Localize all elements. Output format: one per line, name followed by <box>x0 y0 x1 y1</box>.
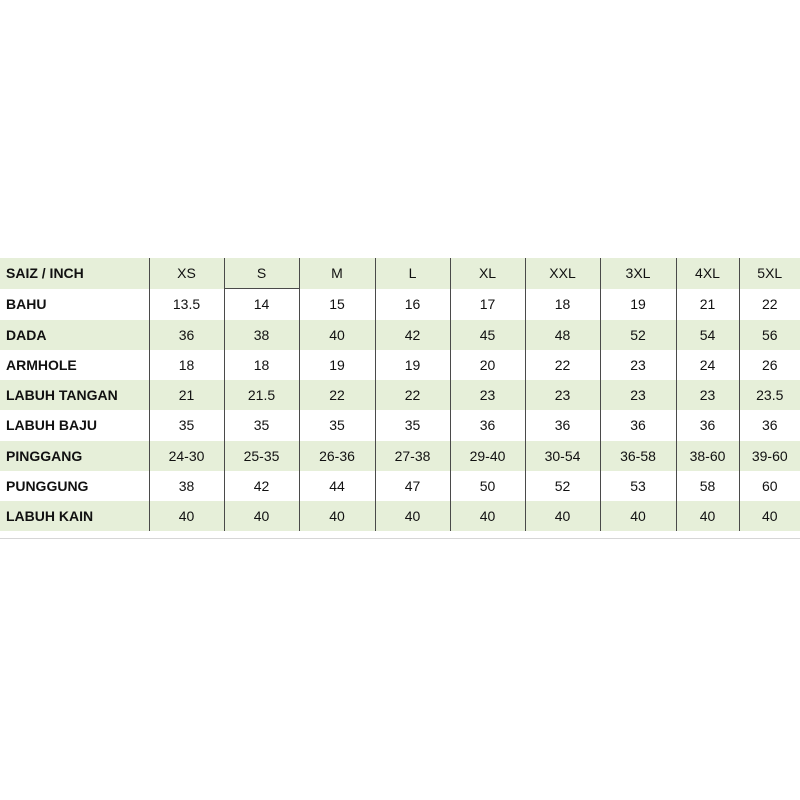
row-label: BAHU <box>0 289 149 320</box>
table-cell: 29-40 <box>450 441 525 471</box>
table-cell: 40 <box>224 501 299 531</box>
table-cell: 21 <box>676 289 739 320</box>
size-header: 4XL <box>676 258 739 289</box>
table-cell: 22 <box>375 380 450 410</box>
table-cell: 45 <box>450 320 525 350</box>
table-cell: 19 <box>299 350 375 380</box>
table-cell: 40 <box>299 320 375 350</box>
table-cell: 35 <box>375 410 450 440</box>
table-row <box>0 350 800 380</box>
table-cell: 19 <box>600 289 676 320</box>
table-cell: 40 <box>600 501 676 531</box>
table-cell: 18 <box>149 350 224 380</box>
table-cell: 35 <box>299 410 375 440</box>
table-cell: 25-35 <box>224 441 299 471</box>
table-cell: 23.5 <box>739 380 800 410</box>
table-cell: 22 <box>739 289 800 320</box>
table-cell: 35 <box>149 410 224 440</box>
table-cell: 36-58 <box>600 441 676 471</box>
table-cell: 17 <box>450 289 525 320</box>
table-cell: 50 <box>450 471 525 501</box>
table-cell: 21.5 <box>224 380 299 410</box>
table-cell: 24-30 <box>149 441 224 471</box>
table-cell: 36 <box>676 410 739 440</box>
size-header: XL <box>450 258 525 289</box>
table-cell: 40 <box>299 501 375 531</box>
table-cell: 36 <box>525 410 600 440</box>
table-cell: 36 <box>149 320 224 350</box>
table-cell: 40 <box>375 501 450 531</box>
table-cell: 40 <box>525 501 600 531</box>
header-label: SAIZ / INCH <box>0 258 149 289</box>
table-cell: 36 <box>600 410 676 440</box>
size-header: 3XL <box>600 258 676 289</box>
table-cell: 23 <box>600 380 676 410</box>
table-cell: 36 <box>739 410 800 440</box>
header-row <box>0 258 800 289</box>
row-label: LABUH KAIN <box>0 501 149 531</box>
table-row <box>0 380 800 410</box>
table-cell: 23 <box>600 350 676 380</box>
table-cell: 39-60 <box>739 441 800 471</box>
size-header: S <box>224 258 299 289</box>
bottom-divider <box>0 538 800 539</box>
table-row <box>0 320 800 350</box>
size-header: L <box>375 258 450 289</box>
row-label: LABUH BAJU <box>0 410 149 440</box>
size-header: 5XL <box>739 258 800 289</box>
table-cell: 14 <box>224 289 299 320</box>
table-cell: 23 <box>450 380 525 410</box>
table-cell: 27-38 <box>375 441 450 471</box>
table-cell: 23 <box>525 380 600 410</box>
row-label: PUNGGUNG <box>0 471 149 501</box>
table-cell: 23 <box>676 380 739 410</box>
table-cell: 16 <box>375 289 450 320</box>
size-header: M <box>299 258 375 289</box>
table-cell: 35 <box>224 410 299 440</box>
size-chart-table <box>0 258 800 531</box>
table-cell: 19 <box>375 350 450 380</box>
table-cell: 42 <box>224 471 299 501</box>
table-cell: 48 <box>525 320 600 350</box>
table-cell: 40 <box>149 501 224 531</box>
table-cell: 56 <box>739 320 800 350</box>
table-cell: 26-36 <box>299 441 375 471</box>
table-cell: 18 <box>525 289 600 320</box>
table-cell: 36 <box>450 410 525 440</box>
table-cell: 38-60 <box>676 441 739 471</box>
table-cell: 22 <box>525 350 600 380</box>
table-cell: 38 <box>149 471 224 501</box>
table-cell: 58 <box>676 471 739 501</box>
table-cell: 40 <box>676 501 739 531</box>
table-cell: 52 <box>600 320 676 350</box>
table-cell: 44 <box>299 471 375 501</box>
size-header: XS <box>149 258 224 289</box>
row-label: PINGGANG <box>0 441 149 471</box>
row-label: DADA <box>0 320 149 350</box>
table-cell: 24 <box>676 350 739 380</box>
row-label: ARMHOLE <box>0 350 149 380</box>
table-cell: 42 <box>375 320 450 350</box>
table-cell: 40 <box>450 501 525 531</box>
table-cell: 52 <box>525 471 600 501</box>
table-row <box>0 441 800 471</box>
table-cell: 47 <box>375 471 450 501</box>
table-row <box>0 471 800 501</box>
size-header: XXL <box>525 258 600 289</box>
row-label: LABUH TANGAN <box>0 380 149 410</box>
table-cell: 15 <box>299 289 375 320</box>
table-cell: 22 <box>299 380 375 410</box>
table-cell: 38 <box>224 320 299 350</box>
table-cell: 13.5 <box>149 289 224 320</box>
table-cell: 54 <box>676 320 739 350</box>
table-row <box>0 501 800 531</box>
table-row <box>0 289 800 320</box>
table-cell: 20 <box>450 350 525 380</box>
table-cell: 40 <box>739 501 800 531</box>
table-cell: 53 <box>600 471 676 501</box>
table-cell: 30-54 <box>525 441 600 471</box>
table-cell: 21 <box>149 380 224 410</box>
table-row <box>0 410 800 440</box>
table-cell: 26 <box>739 350 800 380</box>
table-cell: 18 <box>224 350 299 380</box>
table-cell: 60 <box>739 471 800 501</box>
